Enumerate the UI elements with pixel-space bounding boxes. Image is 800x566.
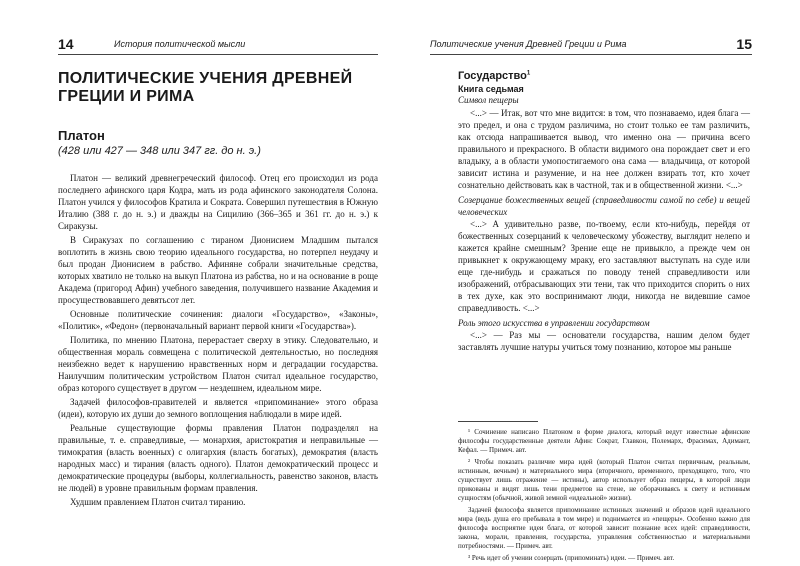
left-body [58,172,378,510]
right-paragraph: <...> А удивительно разве, по-твоему, если кто-нибудь, перейдя от божественных созерцаний к человеческому убожеству, выглядит нелепо и кажется крайне смешным? Зрение еще не привыкло, а прежде чем он привыкнет к окружающему мраку, его заставляют выступать на суде или еще где-нибудь и сражаться по поводу теней справедливости или изображений, отбрасывающих эти тени, так что приходится спорить о них в тех духе, как это воспринимают люди, никогда не видевшие самое справедливость. <...> [458,219,750,313]
right-body [458,107,750,353]
left-paragraph: Худшим правлением Платон считал тиранию. [70,497,246,507]
right-paragraph: <...> — Итак, вот что мне видится: в том, что познаваемо, идея блага — это предел, и она с трудом различима, но стоит только ее там различить, как отсюда напрашивается вывод, что именно она — причина всего правильного и прекрасного. В области видимого она порождает свет и его владыку, а в области умопостигаемого она сама — владычица, от которой зависит истина и разумение, и на нее должен взирать тот, кто хочет сознательно действовать как в частной, так и в общественной жизни. <...> [458,108,750,190]
left-page-header [58,36,378,55]
left-paragraph: Основные политические сочинения: диалоги «Государство», «Законы», «Политик», «Федон» (первоначальный вариант первой книги «Государства»). [58,309,378,331]
section-footnote-mark: 1 [526,70,531,77]
right-paragraph: <...> — Раз мы — основатели государства, нашим делом будет заставлять лучшие натуры учиться тому познанию, которое мы раньше [458,330,750,352]
chapter-title: ПОЛИТИЧЕСКИЕ УЧЕНИЯ ДРЕВНЕЙ ГРЕЦИИ И РИМА [58,70,353,105]
person-title: Платон [58,128,105,143]
book-heading: Книга седьмая [458,84,524,94]
left-paragraph: Политика, по мнению Платона, перерастает сверху в этику. Следовательно, и общественная мораль совмещена с политической деятельностью, но последняя неизбежно ведет к нарушению нравственных норм и деградации государства. Наилучшим политическим устройством Платон считал идеальное государство, образ которого существует в другом — нездешнем, идеальном мире. [58,335,378,393]
right-content [458,70,750,353]
right-page-number: 15 [736,36,752,52]
footnote: ¹ Сочинение написано Платоном в форме диалога, который ведут известные афинские философы государственные деятели Афин: Сократ, Главкон, Полемарх, Фрасимах, Адимант, Кефал. — Примеч. авт. [458,428,750,454]
person-dates: (428 или 427 — 348 или 347 гг. до н. э.) [58,145,261,157]
left-paragraph: Реальные существующие формы правления Платон подразделял на правильные, т. е. справедливые, — монархия, аристократия и неправильные — тимократия (власть военных) с олигархия (власть богатых), демократия (власть народных масс) и тирания (власть одного). Платон демократический процесс и демократические процедуры (выборы, коллегиальность, равенство законов, власть не людей) в уровне правильным формам правления. [58,423,378,493]
footnotes [458,428,750,566]
section-title [458,70,750,82]
footnote: ³ Речь идет об учении созерцать (припоминать) идеи. — Примеч. авт. [468,554,675,562]
left-page-number: 14 [58,36,74,52]
left-paragraph: Платон — великий древнегреческий философ. Отец его происходил из рода последнего афинского царя Кодра, мать из рода афинского законодателя Солона. Платон учился у философов Кратила и Сократа. Совершил путешествия в Южную Италию (388 г. до н. э.) и дважды на Сицилию (366–365 и 361 гг. до н. э.) к Сиракузы. [58,173,378,231]
right-page-header [430,36,752,55]
left-paragraph: В Сиракузах по соглашению с тираном Дионисием Младшим пытался воплотить в жизнь свою теорию идеального государства, но потерпел неудачу и был продан Дионисием в рабство. Афиняне собрали значительные средства, которых хватило не только на выкуп Платона из рабства, но и на основание в роще Академа (пригород Афин) учебного заведения, получившего название Академия и просуществовавшего девятьсот лет. [58,235,378,305]
footnote-rule [458,421,538,422]
italic-heading: Роль этого искусства в управлении государством [458,318,650,328]
section-title-text: Государство [458,70,527,82]
right-running-title: Политические учения Древней Греции и Рима [430,39,627,49]
left-running-title: История политической мысли [114,39,246,49]
left-paragraph: Задачей философов-правителей и является «припоминание» этого образа (идеи), которую их души до земного воплощения наблюдали в мире идей. [58,397,378,419]
footnote: ² Чтобы показать различие мира идей (который Платон считал первичным, реальным, истинным, вечным) и материального мира (вторичного, временного, преходящего, того, что существует лишь отражение — истины), автор использует образ пещеры, в которой люди прикованы и видят лишь тени предметов на стене, не оборачиваясь к свету и истинным сущностям (обычной, живой земной «идеальной» жизни). [458,458,750,502]
footnote: Задачей философа является припоминание истинных значений и образов идей идеального мира (ведь душа его пребывала в том мире) и поднимается из «пещеры». Особенно важно для философа восприятие идеи блага, от которой зависит познание всех идей: справедливости, закона, морали, правления, государства, управления собственностью и материальными потребностями. — Примеч. авт. [458,506,750,550]
italic-heading: Созерцание божественных вещей (справедливости самой по себе) и вещей человеческих [458,195,750,217]
subtitle: Символ пещеры [458,95,519,105]
